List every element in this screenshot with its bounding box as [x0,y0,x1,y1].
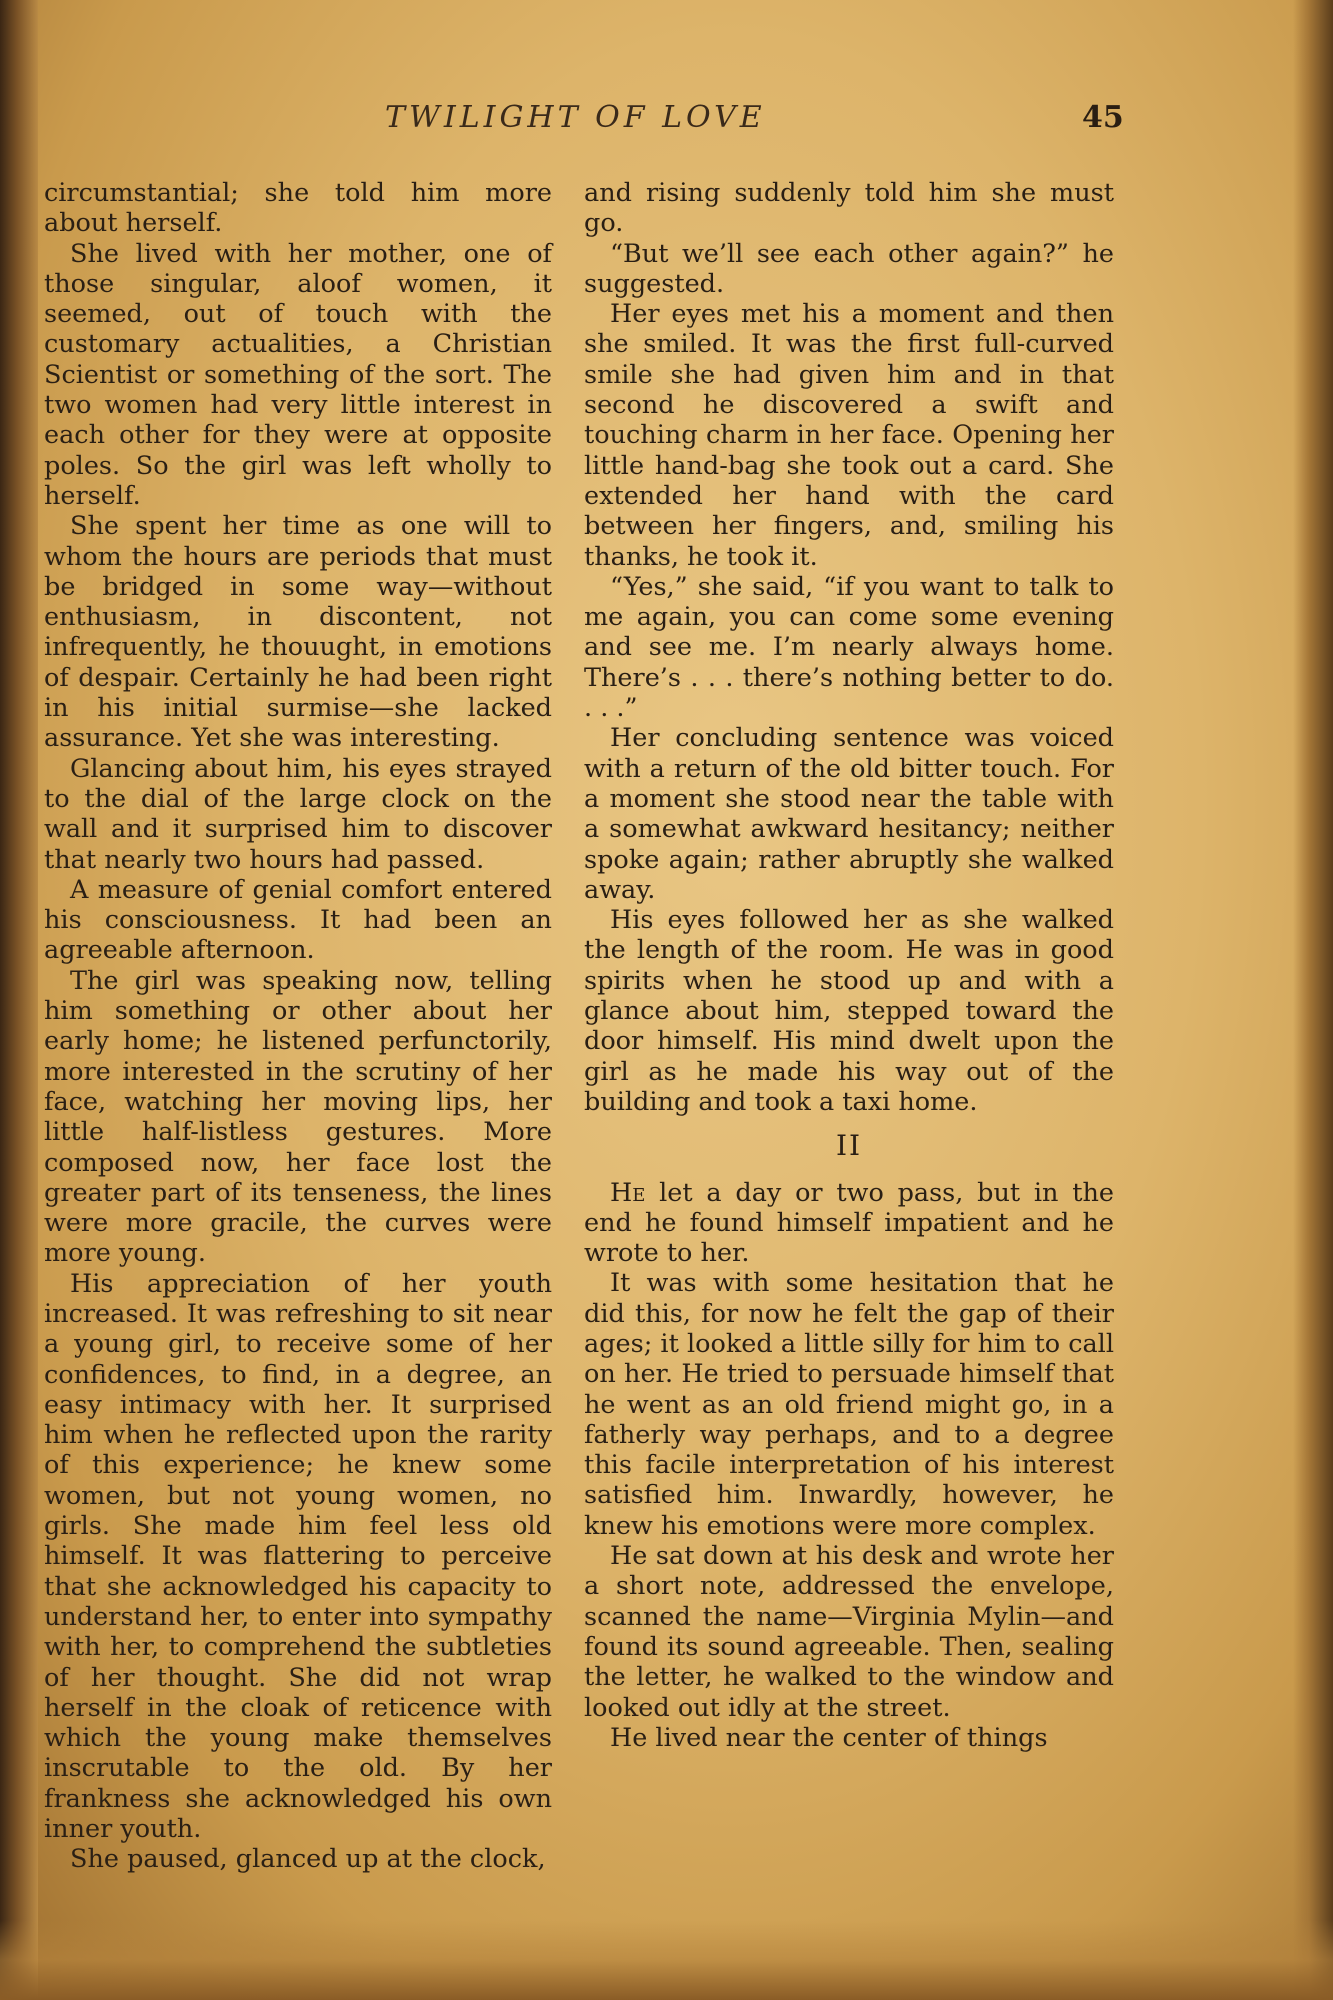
section-heading: II [835,1129,863,1163]
page-binding-shadow [0,0,38,2000]
section-opening-paragraph [584,1178,1114,1269]
paragraph: “Yes,” she said, “if you want to talk to me again, you can come some evening and see me. I’m nearly always home. There’s . . . there’s nothing better to do. . . .” [584,571,1114,724]
paragraph: He sat down at his desk and wrote her a short note, addressed the envelope, scanned the name—Virginia Mylin—and found its sound agreeable. Then, sealing the letter, he walked to the window and looked out idly at the street. [584,1541,1114,1723]
section-first-word: He [610,1177,646,1208]
paragraph: Her concluding sentence was voiced with a return of the old bitter touch. For a moment she stood near the table with a somewhat awkward hesitancy; neither spoke again; rather abruptly she walked away. [584,723,1114,905]
right-column [584,178,1114,1753]
paragraph: She lived with her mother, one of those singular, aloof women, it seemed, out of touch with the customary actualities, a Christian Scientist or something of the sort. The two women had very little interest in each other for they were at opposite poles. So the girl was left wholly to herself. [44,238,552,511]
paragraph: circumstantial; she told him more about herself. [44,178,552,239]
paragraph: He lived near the center of things [610,1722,1048,1753]
paragraph: She paused, glanced up at the clock, [70,1844,546,1875]
paragraph: Glancing about him, his eyes strayed to the dial of the large clock on the wall and it surprised him to discover that nearly two hours had passed. [44,753,552,875]
paragraph: His eyes followed her as she walked the length of the room. He was in good spirits when he stood up and with a glance about him, stepped toward the door himself. His mind dwelt upon the girl as he made his way out of the building and took a taxi home. [584,905,1114,1117]
paragraph: and rising suddenly told him she must go. [584,178,1114,239]
paragraph: His appreciation of her youth increased. It was refreshing to sit near a young girl, to receive some of her confidences, to find, in a degree, an easy intimacy with her. It surprised him when he reflected upon the rarity of this experience; he knew some women, but not young women, no girls. She made him feel less old himself. It was flattering to perceive that she acknowledged his capacity to understand her, to enter into sympathy with her, to comprehend the subtleties of her thought. She did not wrap herself in the cloak of reticence with which the young make themselves inscrutable to the old. By her frankness she acknowledged his own inner youth. [44,1268,552,1845]
paragraph: She spent her time as one will to whom the hours are periods that must be bridged in some way—without enthusiasm, in discontent, not infrequently, he thouught, in emotions of despair. Certainly he had been right in his initial surmise—she lacked assurance. Yet she was interesting. [44,511,552,754]
paragraph: A measure of genial comfort entered his consciousness. It had been an agreeable afternoon. [44,874,552,966]
paragraph: It was with some hesitation that he did this, for now he felt the gap of their ages; it looked a little silly for him to call on her. He tried to persuade himself that he went as an old friend might go, in a fatherly way perhaps, and to a degree this facile interpretation of his interest satisfied him. Inwardly, however, he knew his emotions were more complex. [584,1268,1114,1541]
section-first-paragraph-text: let a day or two pass, but in the end he found himself impatient and he wrote to her. [584,1177,1114,1269]
paragraph: “But we’ll see each other again?” he suggested. [584,238,1114,299]
page-edge-shadow [1293,0,1333,2000]
paragraph: The girl was speaking now, telling him something or other about her early home; he listened perfunctorily, more interested in the scrutiny of her face, watching her moving lips, her little half-listless gestures. More composed now, her face lost the greater part of its tenseness, the lines were more gracile, the curves were more young. [44,965,552,1269]
running-title: TWILIGHT OF LOVE [385,100,766,135]
left-column [44,178,552,1875]
page-number: 45 [1082,100,1124,135]
paragraph: Her eyes met his a moment and then she smiled. It was the first full-curved smile she had given him and in that second he discovered a swift and touching charm in her face. Opening her little hand-bag she took out a card. She extended her hand with the card between her fingers, and, smiling his thanks, he took it. [584,299,1114,572]
running-head [0,100,1333,144]
page-bottom-shadow [0,1920,1333,2000]
